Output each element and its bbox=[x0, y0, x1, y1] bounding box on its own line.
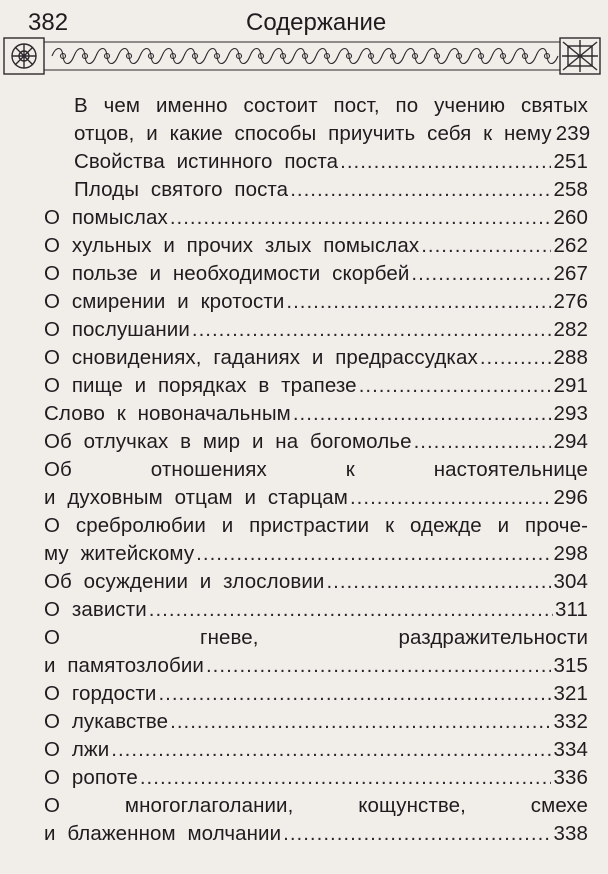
toc-page-number: 291 bbox=[553, 374, 588, 397]
ornament-scroll bbox=[162, 49, 184, 64]
toc-entry bbox=[44, 148, 588, 176]
toc-entry bbox=[44, 764, 588, 792]
toc-entry-title-line: О многоглаголании, кощунстве, смехе bbox=[44, 794, 588, 817]
toc-entry bbox=[44, 792, 588, 848]
toc-entry-title: О сновидениях, гаданиях и предрассудках bbox=[44, 346, 478, 369]
ornament-scroll bbox=[404, 49, 426, 64]
toc-entry bbox=[44, 344, 588, 372]
dot-leader bbox=[140, 764, 552, 792]
decorative-border-ornament bbox=[0, 34, 608, 78]
ornament-scroll bbox=[52, 49, 74, 64]
toc-entry bbox=[44, 708, 588, 736]
toc-entry-title: и духовным отцам и старцам bbox=[44, 486, 348, 509]
dot-leader bbox=[293, 400, 552, 428]
toc-entry-title: О лжи bbox=[44, 738, 110, 761]
toc-entry bbox=[44, 428, 588, 456]
ornament-scroll bbox=[140, 49, 162, 64]
toc-entry bbox=[44, 456, 588, 512]
ornament-scroll bbox=[360, 49, 382, 64]
dot-leader bbox=[359, 372, 552, 400]
dot-leader bbox=[290, 176, 551, 204]
toc-entry bbox=[44, 512, 588, 568]
dot-leader bbox=[192, 316, 552, 344]
toc-entry-title: Свойства истинного поста bbox=[74, 150, 339, 173]
dot-leader bbox=[480, 344, 552, 372]
ornament-scroll bbox=[514, 49, 536, 64]
toc-entry bbox=[44, 92, 591, 148]
dot-leader bbox=[170, 204, 552, 232]
toc-entry-title: О лукавстве bbox=[44, 710, 169, 733]
toc-page-number: 332 bbox=[553, 710, 588, 733]
toc-entry-title: Об отлучках в мир и на богомолье bbox=[44, 430, 412, 453]
toc-entry-title: О ропоте bbox=[44, 766, 138, 789]
toc-entry bbox=[44, 680, 588, 708]
toc-entry bbox=[44, 568, 588, 596]
toc-page-number: 338 bbox=[553, 822, 588, 845]
ornament-scroll bbox=[316, 49, 338, 64]
dot-leader bbox=[111, 736, 551, 764]
table-of-contents bbox=[44, 92, 591, 848]
dot-leader bbox=[340, 148, 551, 176]
toc-page-number: 315 bbox=[553, 654, 588, 677]
ornament-scroll bbox=[206, 49, 228, 64]
ornament-scroll bbox=[338, 49, 360, 64]
toc-entry-title: О гордости bbox=[44, 682, 157, 705]
ornament-scroll bbox=[250, 49, 272, 64]
running-title: Содержание bbox=[246, 9, 387, 36]
toc-page-number: 311 bbox=[555, 598, 588, 621]
dot-leader bbox=[326, 568, 551, 596]
toc-page-number: 321 bbox=[553, 682, 588, 705]
ornament-scroll bbox=[536, 49, 558, 64]
ornament-scroll bbox=[118, 49, 140, 64]
ornament-scroll bbox=[294, 49, 316, 64]
toc-entry-title: О хульных и прочих злых помыслах bbox=[44, 234, 420, 257]
ornament-scroll bbox=[448, 49, 470, 64]
toc-entry-title: и блаженном молчании bbox=[44, 822, 282, 845]
toc-page-number: 288 bbox=[553, 346, 588, 369]
dot-leader bbox=[286, 288, 551, 316]
toc-entry-title: Слово к новоначальным bbox=[44, 402, 291, 425]
toc-page-number: 334 bbox=[553, 738, 588, 761]
toc-entry-title-line: О гневе, раздражительности bbox=[44, 626, 588, 649]
dot-leader bbox=[411, 260, 551, 288]
toc-entry-title: Об осуждении и злословии bbox=[44, 570, 325, 593]
toc-entry-title-line: В чем именно состоит пост, по учению святых bbox=[74, 94, 588, 117]
toc-entry bbox=[44, 316, 588, 344]
toc-entry-title: О пище и порядках в трапезе bbox=[44, 374, 357, 397]
toc-page-number: 293 bbox=[553, 402, 588, 425]
toc-entry-title: отцов, и какие способы приучить себя к нему bbox=[74, 122, 552, 145]
ornament-scroll bbox=[74, 49, 96, 64]
ornament-scroll bbox=[228, 49, 250, 64]
toc-entry bbox=[44, 624, 588, 680]
toc-page-number: 260 bbox=[553, 206, 588, 229]
toc-page-number: 336 bbox=[553, 766, 588, 789]
toc-page-number: 251 bbox=[553, 150, 588, 173]
toc-entry-title-line: Об отношениях к настоятельнице bbox=[44, 458, 588, 481]
toc-page-number: 296 bbox=[553, 486, 588, 509]
dot-leader bbox=[149, 596, 553, 624]
dot-leader bbox=[170, 708, 551, 736]
toc-entry-title: О смирении и кротости bbox=[44, 290, 285, 313]
ornament-scroll bbox=[470, 49, 492, 64]
ornament-scroll bbox=[272, 49, 294, 64]
dot-leader bbox=[158, 680, 551, 708]
dot-leader bbox=[350, 484, 552, 512]
toc-page-number: 267 bbox=[553, 262, 588, 285]
toc-entry bbox=[44, 176, 588, 204]
dot-leader bbox=[421, 232, 551, 260]
toc-page-number: 239 bbox=[555, 122, 591, 145]
page-header bbox=[0, 0, 608, 80]
toc-page-number: 276 bbox=[553, 290, 588, 313]
toc-entry bbox=[44, 204, 588, 232]
toc-entry-title: Плоды святого поста bbox=[74, 178, 289, 201]
dot-leader bbox=[283, 820, 551, 848]
toc-entry bbox=[44, 232, 588, 260]
toc-page-number: 282 bbox=[553, 318, 588, 341]
toc-entry bbox=[44, 596, 588, 624]
toc-entry bbox=[44, 260, 588, 288]
page-number: 382 bbox=[28, 9, 69, 36]
dot-leader bbox=[414, 428, 552, 456]
toc-page-number: 262 bbox=[553, 234, 588, 257]
ornament-scroll bbox=[426, 49, 448, 64]
toc-entry-title: и памятозлобии bbox=[44, 654, 204, 677]
ornament-scroll bbox=[492, 49, 514, 64]
toc-entry bbox=[44, 400, 588, 428]
ornament-scroll bbox=[184, 49, 206, 64]
toc-entry bbox=[44, 372, 588, 400]
dot-leader bbox=[196, 540, 551, 568]
ornament-scroll bbox=[382, 49, 404, 64]
toc-entry bbox=[44, 736, 588, 764]
toc-entry bbox=[44, 288, 588, 316]
toc-page-number: 298 bbox=[553, 542, 588, 565]
toc-page-number: 294 bbox=[553, 430, 588, 453]
toc-entry-title: О зависти bbox=[44, 598, 147, 621]
toc-entry-title: О пользе и необходимости скорбей bbox=[44, 262, 410, 285]
toc-entry-title: О помыслах bbox=[44, 206, 168, 229]
toc-page-number: 304 bbox=[553, 570, 588, 593]
toc-entry-title: О послушании bbox=[44, 318, 190, 341]
ornament-scroll bbox=[96, 49, 118, 64]
toc-entry-title-line: О сребролюбии и пристрастии к одежде и проче- bbox=[44, 514, 588, 537]
dot-leader bbox=[206, 652, 552, 680]
toc-page-number: 258 bbox=[553, 178, 588, 201]
toc-entry-title: му житейскому bbox=[44, 542, 195, 565]
